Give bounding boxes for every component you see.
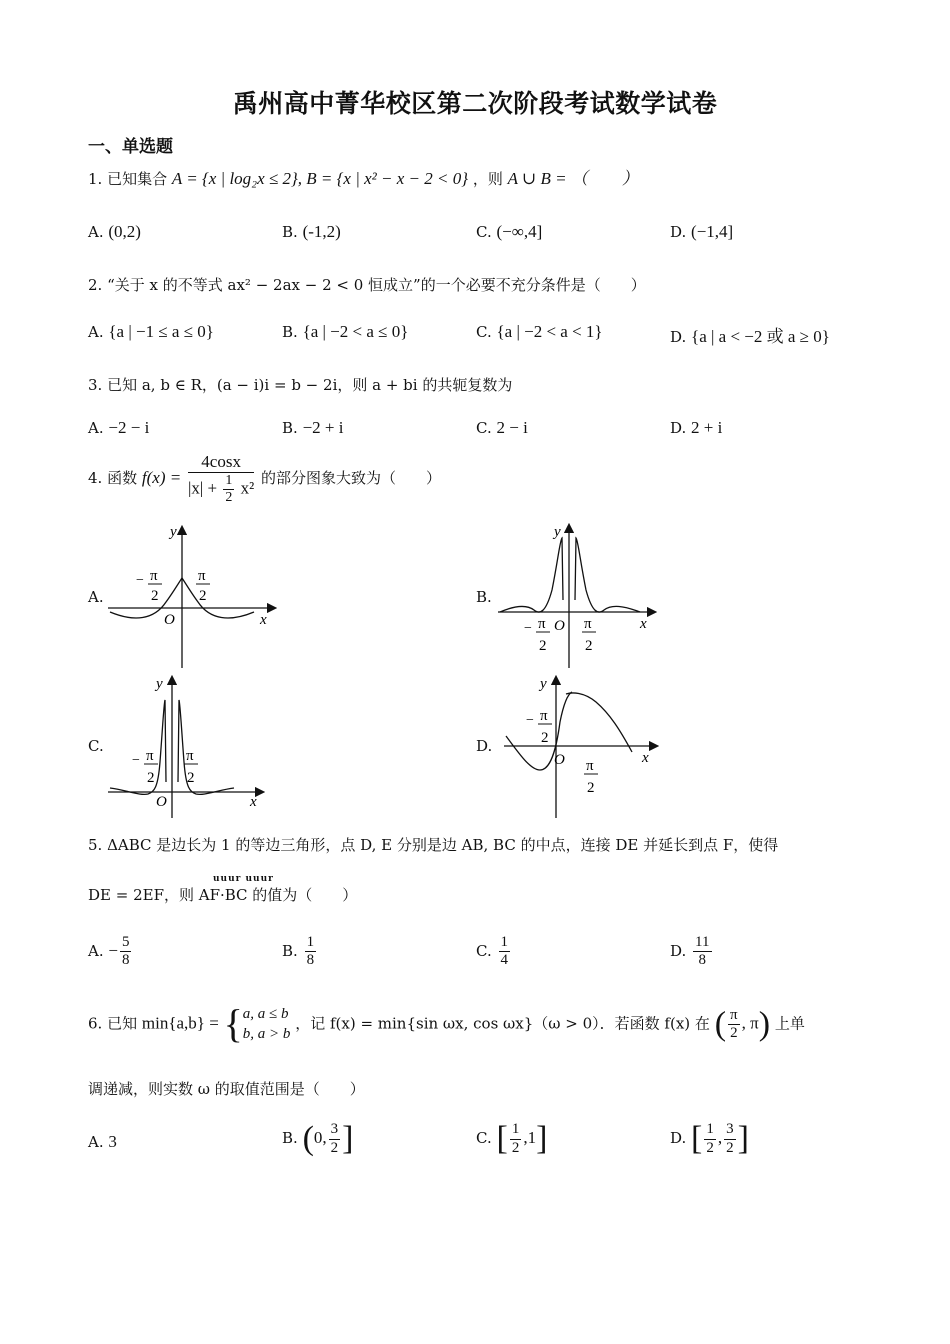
svg-text:π: π — [146, 748, 154, 764]
question-6-post: 上单 — [774, 1014, 805, 1033]
svg-text:π: π — [198, 568, 206, 584]
svg-text:O: O — [156, 794, 167, 810]
svg-text:π: π — [186, 748, 194, 764]
svg-text:y: y — [156, 676, 163, 692]
question-1-sets: A = {x | log₂x ≤ 2}, B = {x | x² − x − 2 < 0} — [171, 169, 469, 188]
q1-option-a[interactable]: A. (0,2) — [88, 222, 141, 241]
svg-text:π: π — [584, 616, 592, 632]
svg-text:x: x — [640, 616, 647, 632]
question-4-post: 的部分图象大致为（ ） — [261, 468, 442, 487]
svg-text:y: y — [170, 524, 177, 540]
q5-option-d[interactable]: D. $\frac{11}{8}$ — [670, 934, 710, 969]
question-1-prefix: 已知集合 — [107, 170, 168, 188]
svg-text:2: 2 — [151, 588, 159, 604]
q1-option-b[interactable]: B. (-1,2) — [282, 222, 341, 241]
svg-text:O: O — [554, 618, 565, 634]
question-1 — [88, 164, 639, 189]
svg-text:π: π — [586, 758, 594, 774]
svg-text:−: − — [136, 573, 144, 588]
q6-option-c[interactable]: C. [ $\frac{1}{2}$ ,1] — [476, 1120, 548, 1157]
piecewise-cases: a, a ≤ b b, a > b — [242, 1006, 291, 1043]
section-heading: 一、单选题 — [88, 137, 173, 157]
curve-left — [110, 700, 166, 794]
question-5-line-1: 5. ΔABC 是边长为 1 的等边三角形，点 D, E 分别是边 AB, BC 的中点，连接 DE 并延长到点 F，使得 — [88, 836, 779, 854]
svg-text:−: − — [132, 753, 140, 768]
q4-option-a[interactable]: A. — [88, 588, 104, 606]
svg-text:x: x — [260, 612, 267, 628]
q6-option-d[interactable]: D. [ $\frac{1}{2}$ , $\frac{3}{2}$ ] — [670, 1120, 749, 1157]
svg-text:−: − — [526, 713, 534, 728]
left-brace: { — [223, 1001, 243, 1047]
q5-option-b[interactable]: B. $\frac{1}{8}$ — [282, 934, 315, 969]
question-6-number: 6. — [88, 1014, 103, 1033]
q6-option-b[interactable]: B. (0, $\frac{3}{2}$ ] — [282, 1120, 354, 1157]
svg-text:x: x — [250, 794, 257, 810]
min-definition: min{a,b} = — [141, 1013, 219, 1033]
svg-text:2: 2 — [541, 730, 549, 746]
question-3: 3. 已知 a, b ∈ R，(a − i)i = b − 2i，则 a + bi 的共轭复数为 — [88, 376, 513, 394]
q1-option-c[interactable]: C. (−∞,4] — [476, 222, 543, 241]
q2-option-b[interactable]: B. {a | −2 < a ≤ 0} — [282, 322, 409, 341]
question-1-then: ，则 — [472, 170, 503, 188]
curve-left — [500, 538, 563, 612]
graph-d[interactable] — [500, 672, 660, 820]
fraction-numerator: 4cosx — [188, 452, 254, 473]
q2-option-c[interactable]: C. {a | −2 < a < 1} — [476, 322, 603, 341]
graph-a[interactable] — [104, 522, 280, 670]
svg-text:x: x — [642, 750, 649, 766]
question-4-fx: f(x) = — [141, 467, 182, 487]
question-4-fraction — [188, 452, 254, 506]
question-6-middle: ，记 f(x) = min{sin ωx, cos ωx}（ω > 0）．若函数 f(x) 在 — [295, 1014, 710, 1033]
q4-option-d[interactable]: D. — [476, 737, 493, 755]
q5-option-a[interactable]: A. − $\frac{5}{8}$ — [88, 934, 130, 969]
q5-option-c[interactable]: C. $\frac{1}{4}$ — [476, 934, 508, 969]
question-6: 6. 已知 min{a,b} = { a, a ≤ b b, a > b ，记 f(x) = min{sin ωx, cos ωx}（ω > 0）．若函数 f(x) 在 ( $\frac{\pi}{2}$ , π) 上单 — [88, 1001, 805, 1047]
svg-text:O: O — [164, 612, 175, 628]
svg-text:2: 2 — [539, 638, 547, 654]
question-5-line-2: DE = 2EF，则 AF·BC 的值为（ ） — [88, 886, 358, 904]
svg-text:π: π — [540, 708, 548, 724]
q4-option-c[interactable]: C. — [88, 737, 104, 755]
svg-text:π: π — [150, 568, 158, 584]
q3-option-a[interactable]: A. −2 − i — [88, 418, 150, 437]
question-4 — [88, 452, 441, 506]
svg-text:2: 2 — [187, 770, 195, 786]
curve-right — [575, 538, 640, 612]
svg-text:O: O — [554, 752, 565, 768]
interval-fraction: $\frac{\pi}{2}$ — [730, 1006, 738, 1041]
svg-text:−: − — [524, 621, 532, 636]
svg-text:y: y — [540, 676, 547, 692]
svg-text:2: 2 — [585, 638, 593, 654]
q6-option-a[interactable]: A. 3 — [88, 1132, 117, 1151]
q3-option-b[interactable]: B. −2 + i — [282, 418, 344, 437]
question-6-line-2: 调递减，则实数 ω 的取值范围是（ ） — [88, 1080, 365, 1098]
svg-text:y: y — [554, 524, 561, 540]
graph-b[interactable] — [494, 520, 660, 670]
q4-option-b[interactable]: B. — [476, 588, 492, 606]
svg-text:2: 2 — [199, 588, 207, 604]
svg-text:2: 2 — [587, 780, 595, 796]
svg-text:2: 2 — [147, 770, 155, 786]
fraction-denominator: |x| + $\frac{1}{2}$ x² — [187, 472, 255, 505]
q3-option-c[interactable]: C. 2 − i — [476, 418, 528, 437]
q1-option-d[interactable]: D. (−1,4] — [670, 222, 734, 241]
q2-option-d[interactable]: D. {a | a < −2 或 a ≥ 0} — [670, 327, 830, 346]
svg-text:π: π — [538, 616, 546, 632]
question-1-ask: A ∪ B = （ ） — [507, 169, 639, 188]
graph-c[interactable] — [106, 672, 266, 820]
curve-right — [566, 693, 632, 752]
question-4-prefix: 函数 — [107, 468, 138, 487]
vector-arrows: uuur uuur — [213, 874, 274, 884]
question-2: 2. “关于 x 的不等式 ax² − 2ax − 2 < 0 恒成立”的一个必要不充分条件是（ ） — [88, 276, 646, 294]
page-title: 禹州高中菁华校区第二次阶段考试数学试卷 — [232, 89, 718, 118]
q2-option-a[interactable]: A. {a | −1 ≤ a ≤ 0} — [88, 322, 214, 341]
question-6-prefix: 已知 — [107, 1014, 138, 1033]
q3-option-d[interactable]: D. 2 + i — [670, 418, 723, 437]
question-4-number: 4. — [88, 468, 103, 487]
question-1-number: 1. — [88, 170, 103, 188]
